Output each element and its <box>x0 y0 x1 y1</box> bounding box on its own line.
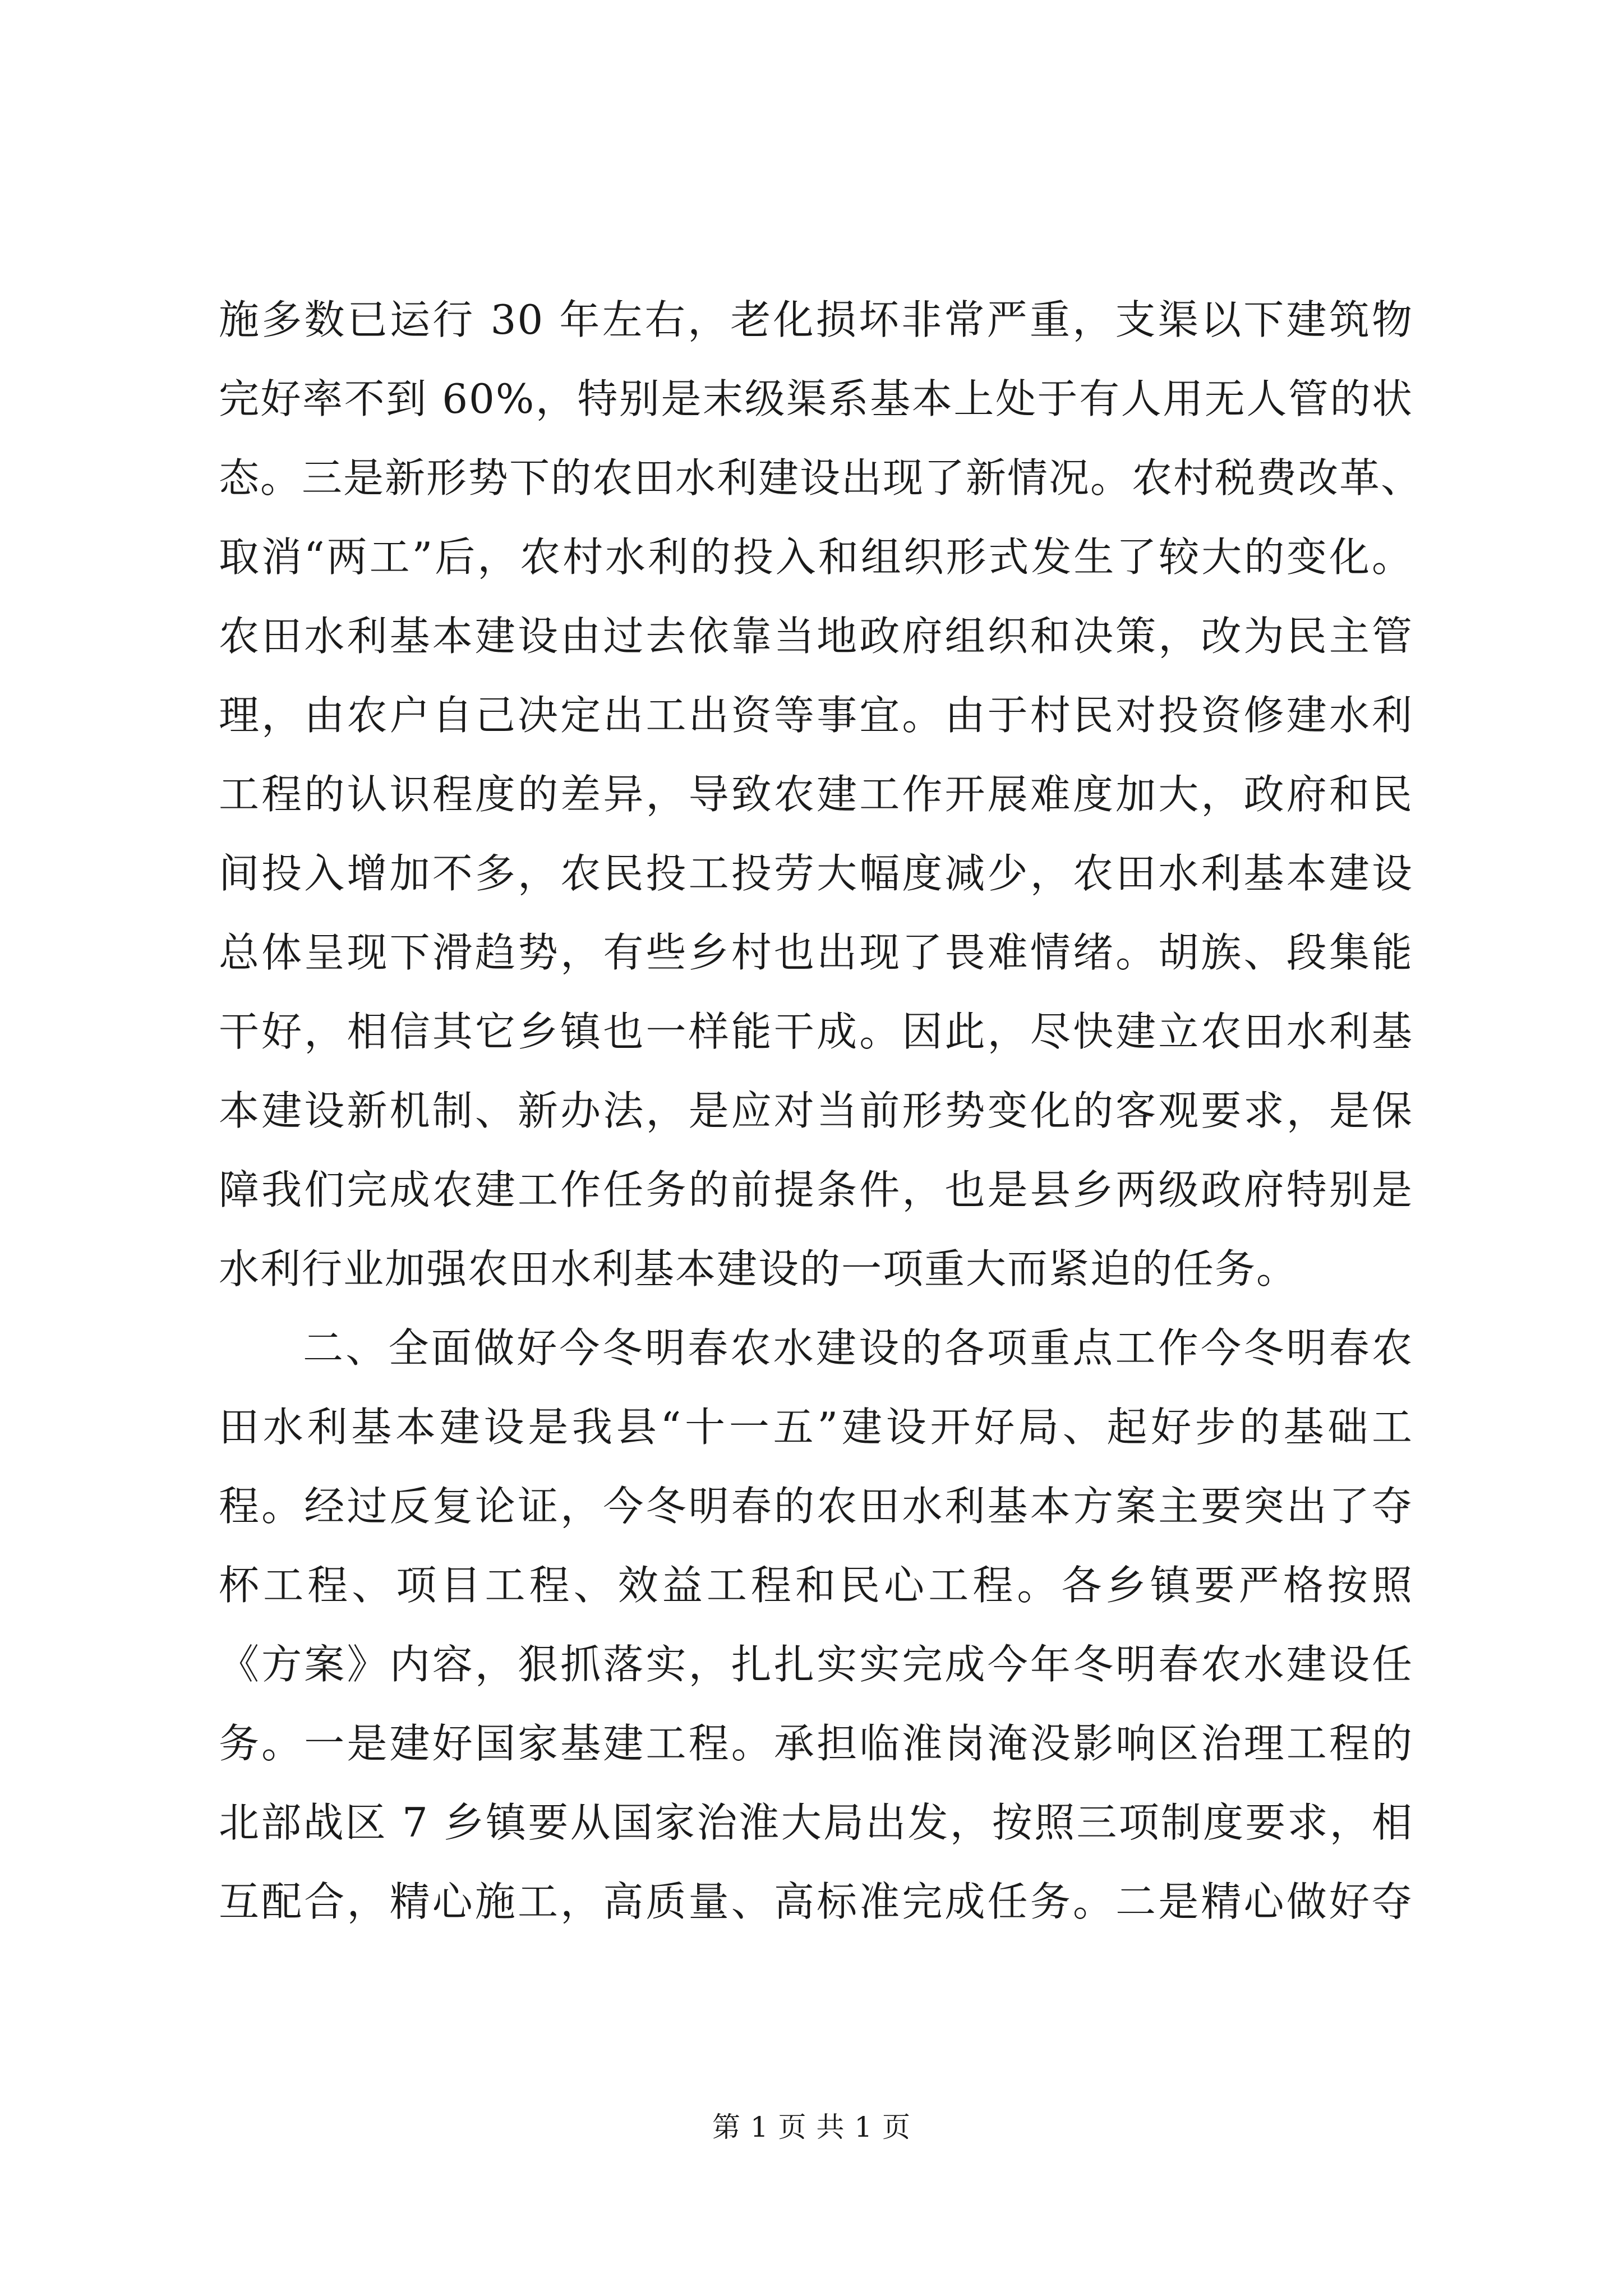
text-line: 完好率不到 60%，特别是末级渠系基本上处于有人用无人管的状 <box>219 375 1413 422</box>
text-line: 施多数已运行 30 年左右，老化损坏非常严重，支渠以下建筑物 <box>219 296 1413 343</box>
page-number-label: 第 1 页 共 1 页 <box>712 2111 911 2143</box>
text-line-paragraph-start: 二、全面做好今冬明春农水建设的各项重点工作今冬明春农 <box>303 1324 1413 1372</box>
text-line: 《方案》内容，狠抓落实，扎扎实实完成今年冬明春农水建设任 <box>219 1641 1413 1688</box>
text-line-paragraph-end: 水利行业加强农田水利基本建设的一项重大而紧迫的任务。 <box>219 1245 1298 1292</box>
text-line: 取消“两工”后，农村水利的投入和组织形式发生了较大的变化。 <box>219 533 1413 581</box>
text-line: 障我们完成农建工作任务的前提条件，也是县乡两级政府特别是 <box>219 1166 1413 1213</box>
page-footer <box>0 2110 1623 2144</box>
text-line: 北部战区 7 乡镇要从国家治淮大局出发，按照三项制度要求，相 <box>219 1799 1413 1846</box>
text-line: 田水利基本建设是我县“十一五”建设开好局、起好步的基础工 <box>219 1404 1413 1451</box>
text-line: 程。经过反复论证，今冬明春的农田水利基本方案主要突出了夺 <box>219 1483 1413 1530</box>
text-line: 务。一是建好国家基建工程。承担临淮岗淹没影响区治理工程的 <box>219 1720 1413 1767</box>
text-line: 工程的认识程度的差异，导致农建工作开展难度加大，政府和民 <box>219 771 1413 818</box>
text-line: 态。三是新形势下的农田水利建设出现了新情况。农村税费改革、 <box>219 454 1423 501</box>
text-line: 杯工程、项目工程、效益工程和民心工程。各乡镇要严格按照 <box>219 1562 1413 1609</box>
text-line: 总体呈现下滑趋势，有些乡村也出现了畏难情绪。胡族、段集能 <box>219 929 1413 976</box>
text-line: 农田水利基本建设由过去依靠当地政府组织和决策，改为民主管 <box>219 613 1413 660</box>
text-line: 理，由农户自己决定出工出资等事宜。由于村民对投资修建水利 <box>219 692 1413 739</box>
text-line: 间投入增加不多，农民投工投劳大幅度减少，农田水利基本建设 <box>219 850 1413 897</box>
body-text <box>219 280 1423 1941</box>
text-line: 干好，相信其它乡镇也一样能干成。因此，尽快建立农田水利基 <box>219 1008 1413 1055</box>
text-line: 互配合，精心施工，高质量、高标准完成任务。二是精心做好夺 <box>219 1878 1413 1925</box>
text-line: 本建设新机制、新办法，是应对当前形势变化的客观要求，是保 <box>219 1087 1413 1134</box>
